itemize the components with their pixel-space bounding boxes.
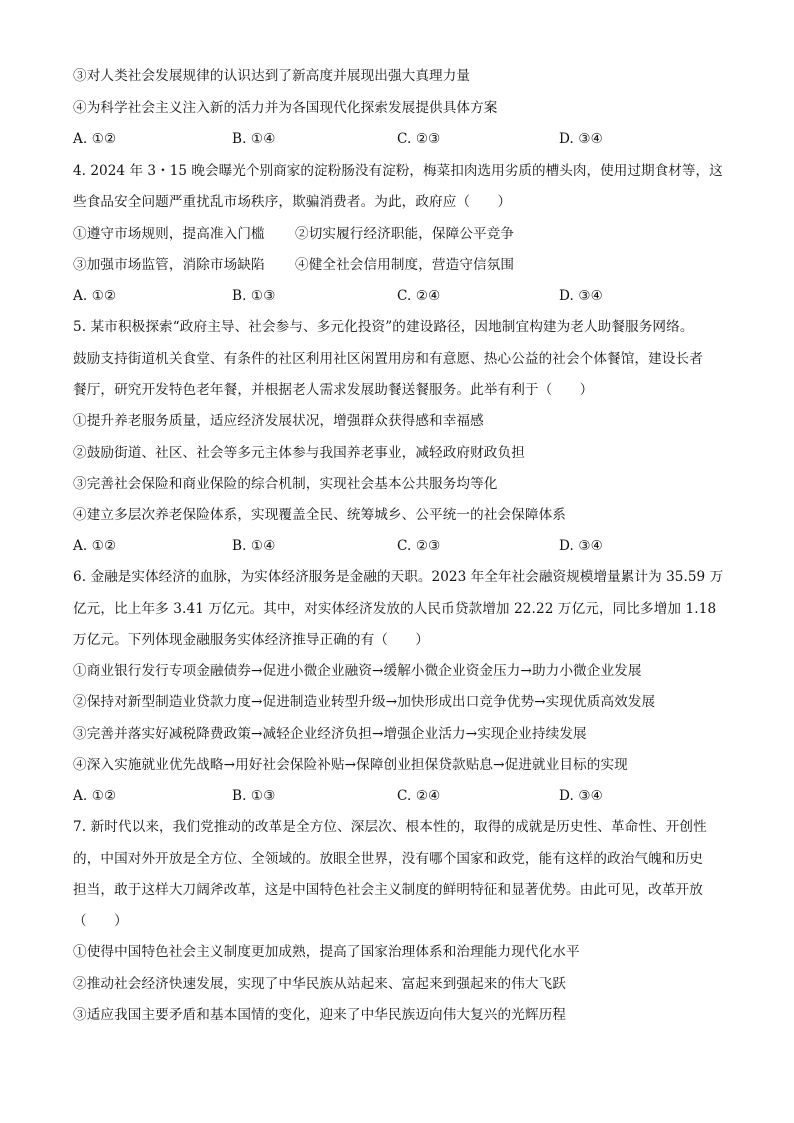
q3-statement-4: ④为科学社会主义注入新的活力并为各国现代化探索发展提供具体方案 (73, 100, 498, 116)
q5-option-b: B. ①④ (232, 538, 276, 554)
q4-option-b: B. ①③ (232, 288, 276, 304)
q7-stem-line-3: 担当，敢于这样大刀阔斧改革，这是中国特色社会主义制度的鲜明特征和显著优势。由此可见，改革开放 (73, 882, 703, 898)
q3-option-a: A. ①② (73, 131, 117, 147)
q7-statement-1: ①使得中国特色社会主义制度更加成熟，提高了国家治理体系和治理能力现代化水平 (73, 944, 580, 960)
q6-option-a: A. ①② (73, 788, 117, 804)
q4-statement-4: ④健全社会信用制度，营造守信氛围 (295, 257, 515, 273)
q5-option-d: D. ③④ (559, 538, 603, 554)
q6-option-d: D. ③④ (559, 788, 603, 804)
q7-stem-line-4: （ ） (73, 913, 128, 929)
q5-statement-1: ①提升养老服务质量，适应经济发展状况，增强群众获得感和幸福感 (73, 413, 484, 429)
q5-option-a: A. ①② (73, 538, 117, 554)
q6-options (73, 787, 723, 805)
q4-statement-1: ①遵守市场规则，提高准入门槛 (73, 226, 265, 242)
q7-statement-3: ③适应我国主要矛盾和基本国情的变化，迎来了中华民族迈向伟大复兴的光辉历程 (73, 1007, 566, 1023)
q7-statement-2: ②推动社会经济快速发展，实现了中华民族从站起来、富起来到强起来的伟大飞跃 (73, 976, 566, 992)
q3-option-d: D. ③④ (559, 131, 603, 147)
q4-option-c: C. ②④ (397, 288, 441, 304)
q4-option-a: A. ①② (73, 288, 117, 304)
q4-stem-line-2: 些食品安全问题严重扰乱市场秩序，欺骗消费者。为此，政府应（ ） (73, 194, 512, 210)
q6-option-b: B. ①③ (232, 788, 276, 804)
q3-statement-3: ③对人类社会发展规律的认识达到了新高度并展现出强大真理力量 (73, 68, 471, 84)
q3-options (73, 130, 723, 148)
q4-statements-row-1 (73, 225, 723, 243)
q4-statements-row-2 (73, 256, 723, 274)
q5-stem-line-1: 5. 某市积极探索“政府主导、社会参与、多元化投资”的建设路径，因地制宜构建为老人助餐服务网络。 (73, 319, 694, 335)
q6-statement-4: ④深入实施就业优先战略→用好社会保险补贴→保障创业担保贷款贴息→促进就业目标的实现 (73, 757, 628, 773)
q6-stem-line-2: 亿元，比上年多 3.41 万亿元。其中，对实体经济发放的人民币贷款增加 22.22 万亿元，同比多增加 1.18 (73, 601, 717, 617)
q5-statement-4: ④建立多层次养老保险体系，实现覆盖全民、统筹城乡、公平统一的社会保障体系 (73, 507, 566, 523)
q6-stem-line-3: 万亿元。下列体现金融服务实体经济推导正确的有（ ） (73, 632, 430, 648)
q4-options (73, 287, 723, 305)
q4-statement-3: ③加强市场监管，消除市场缺陷 (73, 257, 265, 273)
q6-stem-line-1: 6. 金融是实体经济的血脉，为实体经济服务是金融的天职。2023 年全年社会融资规模增量累计为 35.59 万 (73, 569, 724, 585)
q5-stem-line-2: 鼓励支持街道机关食堂、有条件的社区利用社区闲置用房和有意愿、热心公益的社会个体餐馆，建设长者 (73, 351, 703, 367)
q6-statement-3: ③完善并落实好减税降费政策→减轻企业经济负担→增强企业活力→实现企业持续发展 (73, 726, 587, 742)
q6-statement-2: ②保持对新型制造业贷款力度→促进制造业转型升级→加快形成出口竞争优势→实现优质高效发展 (73, 694, 656, 710)
q3-option-b: B. ①④ (232, 131, 276, 147)
q4-stem-line-1: 4. 2024 年 3・15 晚会曝光个别商家的淀粉肠没有淀粉，梅菜扣肉选用劣质的槽头肉，使用过期食材等，这 (73, 163, 723, 179)
q5-option-c: C. ②③ (397, 538, 441, 554)
q7-stem-line-2: 的，中国对外开放是全方位、全领域的。放眼全世界，没有哪个国家和政党，能有这样的政治气魄和历史 (73, 851, 703, 867)
q5-statement-2: ②鼓励街道、社区、社会等多元主体参与我国养老事业，减轻政府财政负担 (73, 445, 525, 461)
q4-statement-2: ②切实履行经济职能，保障公平竞争 (295, 226, 515, 242)
q5-stem-line-3: 餐厅，研究开发特色老年餐，并根据老人需求发展助餐送餐服务。此举有利于（ ） (73, 382, 594, 398)
q5-statement-3: ③完善社会保险和商业保险的综合机制，实现社会基本公共服务均等化 (73, 476, 498, 492)
q6-option-c: C. ②④ (397, 788, 441, 804)
q4-option-d: D. ③④ (559, 288, 603, 304)
q7-stem-line-1: 7. 新时代以来，我们党推动的改革是全方位、深层次、根本性的，取得的成就是历史性、革命性、开创性 (73, 819, 707, 835)
q6-statement-1: ①商业银行发行专项金融债券→促进小微企业融资→缓解小微企业资金压力→助力小微企业发展 (73, 663, 642, 679)
q5-options (73, 537, 723, 555)
q3-option-c: C. ②③ (397, 131, 441, 147)
